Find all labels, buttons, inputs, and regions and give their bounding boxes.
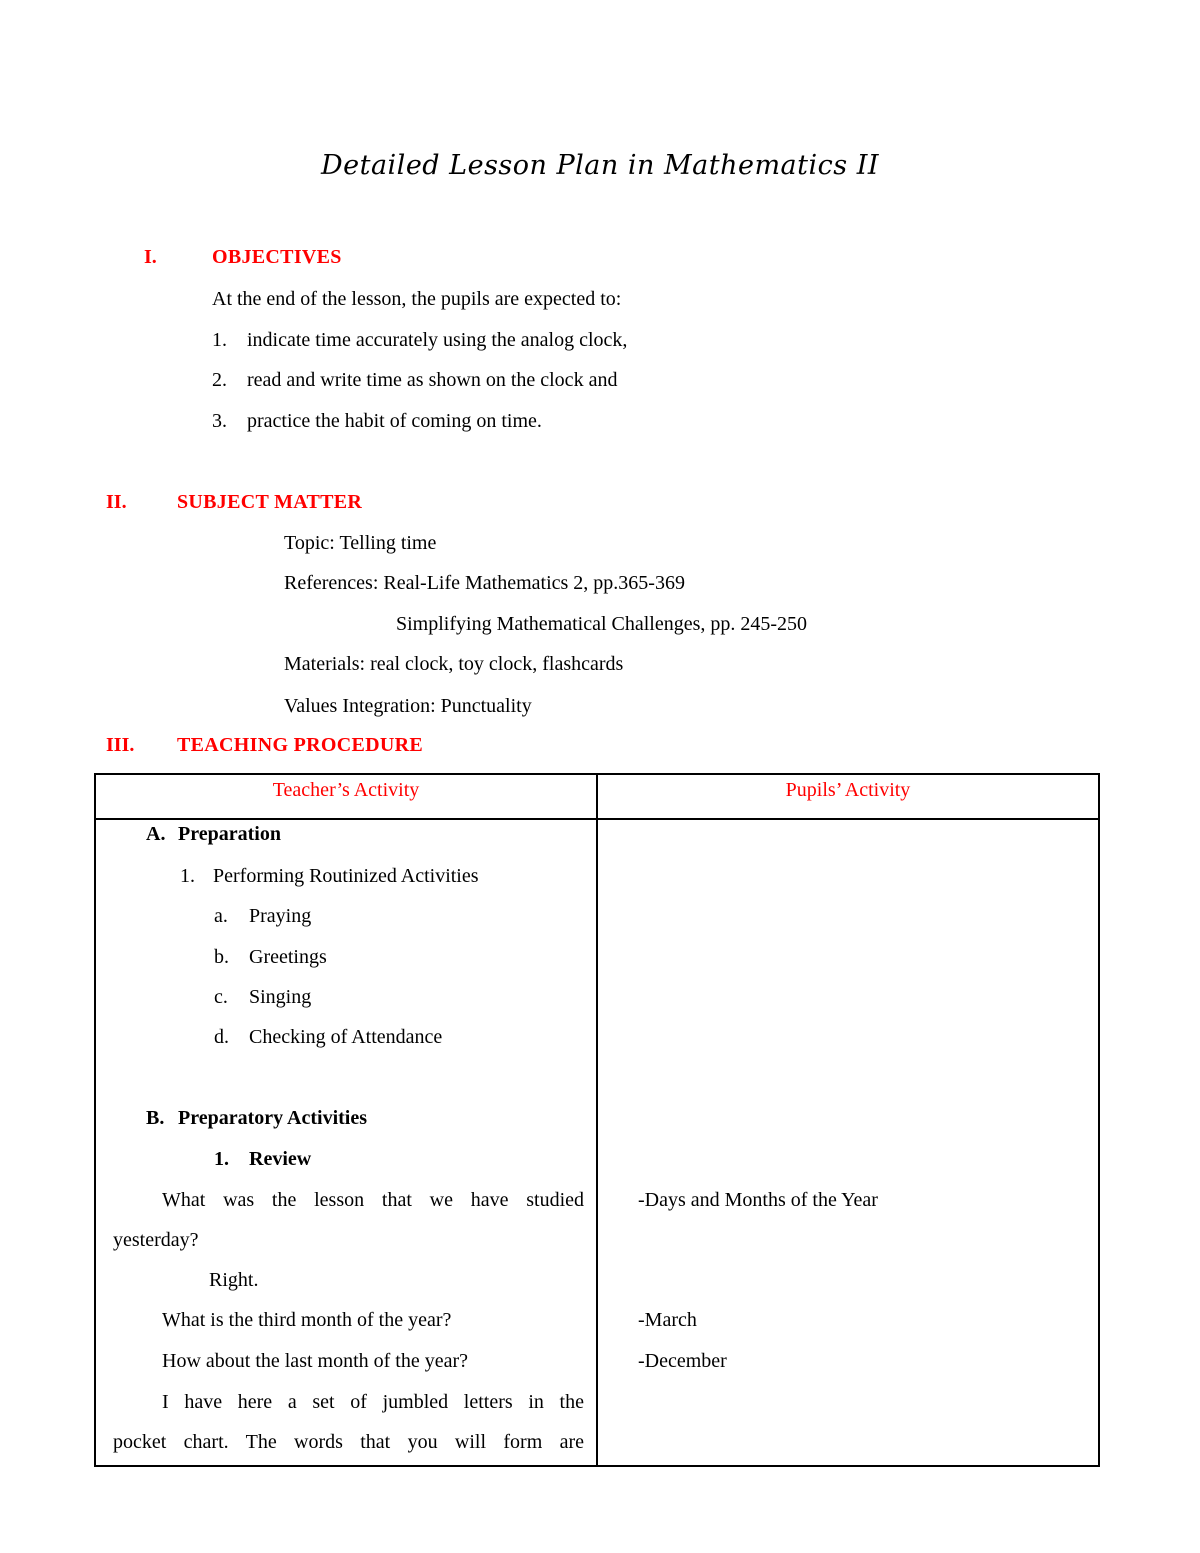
teacher-jumbled-letters: I have here a set of jumbled letters in the bbox=[162, 1391, 584, 1413]
routine-item: Praying bbox=[249, 905, 312, 927]
pupil-answer-third-month: -March bbox=[638, 1309, 697, 1331]
section-heading-subject-matter: SUBJECT MATTER bbox=[177, 491, 363, 513]
subject-materials: Materials: real clock, toy clock, flashcards bbox=[284, 653, 624, 675]
objective-number: 2. bbox=[212, 369, 227, 391]
routine-item: Singing bbox=[249, 986, 312, 1008]
routine-letter: b. bbox=[214, 946, 229, 968]
pupils-activity-cell bbox=[597, 819, 1099, 1466]
objectives-intro: At the end of the lesson, the pupils are expected to: bbox=[212, 288, 622, 310]
routine-item: Greetings bbox=[249, 946, 327, 968]
subject-values-integration: Values Integration: Punctuality bbox=[284, 695, 532, 717]
objective-number: 3. bbox=[212, 410, 227, 432]
routine-letter: c. bbox=[214, 986, 228, 1008]
teacher-question-last-month: How about the last month of the year? bbox=[162, 1350, 469, 1372]
pupils-activity-header: Pupils’ Activity bbox=[597, 774, 1099, 819]
preparatory-activities-title: Preparatory Activities bbox=[178, 1107, 368, 1129]
preparation-title: Preparation bbox=[178, 823, 281, 845]
objective-number: 1. bbox=[212, 329, 227, 351]
subject-references: References: Real-Life Mathematics 2, pp.365-369 bbox=[284, 572, 685, 594]
objective-item: read and write time as shown on the clock and bbox=[247, 369, 618, 391]
section-heading-objectives: OBJECTIVES bbox=[212, 246, 342, 268]
procedure-table bbox=[94, 773, 1100, 1467]
section-heading-procedure: TEACHING PROCEDURE bbox=[177, 734, 423, 756]
teacher-question-lesson: What was the lesson that we have studied bbox=[162, 1189, 584, 1211]
teacher-question-third-month: What is the third month of the year? bbox=[162, 1309, 452, 1331]
teacher-question-lesson-continued: yesterday? bbox=[113, 1229, 199, 1251]
review-number: 1. bbox=[214, 1148, 229, 1170]
teacher-activity-cell bbox=[95, 819, 597, 1466]
document-title: Detailed Lesson Plan in Mathematics II bbox=[320, 150, 880, 181]
section-number-subject-matter: II. bbox=[106, 491, 127, 513]
pupil-answer-lesson: -Days and Months of the Year bbox=[638, 1189, 878, 1211]
subject-topic: Topic: Telling time bbox=[284, 532, 437, 554]
subject-references-continued: Simplifying Mathematical Challenges, pp. 245-250 bbox=[396, 613, 808, 635]
teacher-response-right: Right. bbox=[209, 1269, 259, 1291]
routine-letter: d. bbox=[214, 1026, 229, 1048]
objective-item: practice the habit of coming on time. bbox=[247, 410, 542, 432]
section-number-objectives: I. bbox=[144, 246, 157, 268]
preparatory-activities-letter: B. bbox=[146, 1107, 165, 1129]
review-title: Review bbox=[249, 1148, 312, 1170]
teacher-jumbled-letters-continued: pocket chart. The words that you will form are bbox=[113, 1431, 584, 1453]
routine-item: Checking of Attendance bbox=[249, 1026, 443, 1048]
routine-letter: a. bbox=[214, 905, 228, 927]
section-number-procedure: III. bbox=[106, 734, 135, 756]
routine-title: Performing Routinized Activities bbox=[213, 865, 479, 887]
pupil-answer-last-month: -December bbox=[638, 1350, 727, 1372]
preparation-letter: A. bbox=[146, 823, 166, 845]
routine-number: 1. bbox=[180, 865, 195, 887]
objective-item: indicate time accurately using the analog clock, bbox=[247, 329, 628, 351]
teacher-activity-header: Teacher’s Activity bbox=[95, 774, 597, 819]
